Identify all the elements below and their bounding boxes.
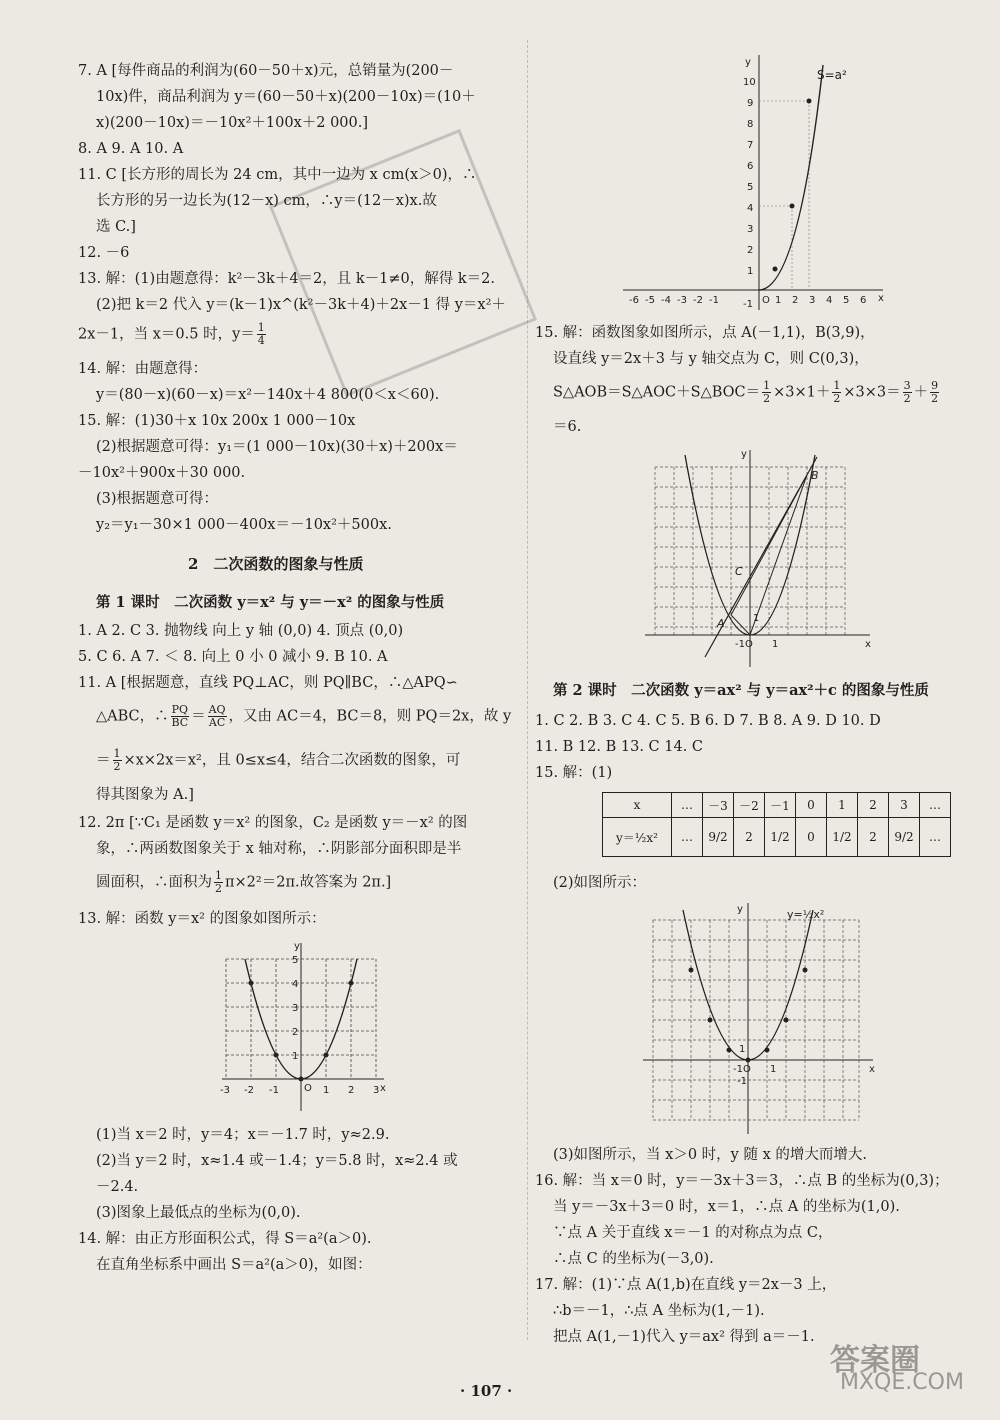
frac-num: 1 [215, 869, 222, 882]
svg-text:5: 5 [843, 295, 850, 306]
frac-half [214, 870, 223, 895]
svg-text:1: 1 [775, 295, 782, 306]
svg-text:3: 3 [747, 224, 754, 235]
svg-text:-5: -5 [645, 295, 655, 306]
frac-num: PQ [171, 703, 189, 716]
svg-text:6: 6 [860, 295, 867, 306]
l1-q11-line-3 [96, 748, 460, 773]
lesson-1-title: 第 1 课时 二次函数 y＝x² 与 y＝－x² 的图象与性质 [96, 594, 445, 611]
l2-q17-line-2: ∴b＝－1，∴点 A 坐标为(1,－1). [553, 1303, 765, 1319]
l2-answers-2: 11. B 12. B 13. C 14. C [535, 739, 704, 755]
l1-q12-line-1: 12. 2π [∵C₁ 是函数 y＝x² 的图象，C₂ 是函数 y＝－x² 的图 [78, 815, 468, 831]
q15-line-1: 15. 解：(1)30＋x 10x 200x 1 000－10x [78, 413, 356, 429]
l2-q16-line-1: 16. 解：当 x＝0 时，y＝－3x＋3＝3，∴点 B 的坐标为(0,3)； [535, 1173, 949, 1189]
table-cell: －3 [703, 793, 734, 818]
l1-answers-2: 5. C 6. A 7. ＜ 8. 向上 0 小 0 减小 9. B 10. A [78, 649, 388, 665]
axis-labels [629, 57, 884, 310]
table-cell: 1/2 [827, 818, 858, 857]
svg-text:-1: -1 [737, 1076, 747, 1087]
axis-labels [220, 941, 386, 1096]
svg-text:x: x [380, 1083, 386, 1094]
frac-den: 2 [833, 392, 841, 405]
frac-den: 2 [903, 392, 911, 405]
svg-text:2: 2 [747, 245, 754, 256]
text: 圆面积，∴面积为 [96, 874, 212, 891]
table-cell: 9/2 [889, 818, 920, 857]
text: ＋ [913, 384, 929, 401]
text: ×x×2x＝x²，且 0≤x≤4，结合二次函数的图象，可 [123, 752, 461, 769]
svg-text:10: 10 [743, 77, 756, 88]
table-row-x [603, 793, 951, 818]
svg-text:y: y [294, 941, 300, 952]
l1-q13-part1: (1)当 x＝2 时，y＝4；x＝－1.7 时，y≈2.9. [96, 1127, 390, 1143]
q11-line-1: 11. C [长方形的周长为 24 cm，其中一边为 x cm(x＞0)，∴ [78, 167, 477, 183]
svg-text:2: 2 [348, 1085, 355, 1096]
segment-ob [750, 475, 807, 635]
svg-text:1: 1 [753, 613, 760, 624]
l1-q11-line-4: 得其图象为 A.] [96, 787, 194, 803]
table-cell: 2 [858, 818, 889, 857]
segment-oa [731, 615, 750, 635]
l1-q13-part3: (3)图象上最低点的坐标为(0,0). [96, 1205, 301, 1221]
frac-aq-ac [208, 704, 227, 729]
label-a: A [717, 617, 725, 630]
parabola-x2-figure [220, 935, 390, 1115]
frac-num: 1 [113, 747, 121, 760]
func-label: S=a² [817, 68, 847, 82]
q13-line-3 [78, 322, 268, 347]
point-labels [716, 469, 819, 630]
abc-figure [645, 445, 885, 670]
table-row-y [603, 818, 951, 857]
svg-text:1: 1 [739, 1044, 746, 1055]
svg-text:4: 4 [292, 979, 299, 990]
text: π×2²＝2π.故答案为 2π.] [225, 874, 392, 891]
svg-text:-4: -4 [661, 295, 671, 306]
q7-line-2: 10x)件，商品利润为 y＝(60－50＋x)(200－10x)＝(10＋ [96, 89, 476, 105]
q14-line-1: 14. 解：由题意得： [78, 361, 208, 377]
svg-text:-1: -1 [269, 1085, 279, 1096]
table-cell: 0 [796, 818, 827, 857]
svg-text:-3: -3 [677, 295, 687, 306]
text: △ABC，∴ [96, 708, 169, 725]
text: ＝ [96, 752, 111, 769]
r-q15-line-4: ＝6. [553, 419, 582, 435]
q15-line-5: y₂＝y₁－30×1 000－400x＝－10x²＋500x. [96, 517, 392, 533]
q7-line-3: x)(200－10x)＝－10x²＋100x＋2 000.] [96, 115, 369, 131]
l1-q11-line-1: 11. A [根据题意，直线 PQ⊥AC，则 PQ∥BC，∴△APQ∽ [78, 675, 458, 691]
frac-num: 1 [257, 321, 265, 334]
text: S△AOB＝S△AOC＋S△BOC＝ [553, 384, 761, 401]
svg-text:4: 4 [747, 203, 754, 214]
l2-answers-1: 1. C 2. B 3. C 4. C 5. B 6. D 7. B 8. A 9. D 10. D [535, 713, 881, 729]
axis-labels [735, 449, 871, 650]
l2-q17-line-1: 17. 解：(1)∵点 A(1,b)在直线 y＝2x－3 上， [535, 1277, 837, 1293]
svg-text:x: x [869, 1064, 875, 1075]
table-cell: 3 [889, 793, 920, 818]
svg-text:y: y [737, 904, 743, 915]
l2-q16-line-2: 当 y＝－3x＋3＝0 时，x＝1，∴点 A 的坐标为(1,0). [553, 1199, 900, 1215]
section-title: 2 二次函数的图象与性质 [188, 555, 364, 573]
q13-fraction [257, 322, 266, 347]
svg-text:4: 4 [826, 295, 833, 306]
text: ×3×1＋ [773, 384, 831, 401]
table-cell: 0 [796, 793, 827, 818]
table-cell: … [672, 818, 703, 857]
svg-text:1: 1 [772, 639, 779, 650]
q13-text: 2x－1，当 x＝0.5 时，y＝ [78, 326, 255, 343]
q15-line-2: (2)根据题意可得：y₁＝(1 000－10x)(30＋x)＋200x＝ [96, 439, 458, 455]
q11-line-2: 长方形的另一边长为(12－x) cm，∴y＝(12－x)x.故 [96, 193, 437, 209]
table-cell: … [920, 793, 951, 818]
r-q15-line-2: 设直线 y＝2x＋3 与 y 轴交点为 C，则 C(0,3)， [553, 351, 869, 367]
q11-line-3: 选 C.] [96, 219, 136, 235]
svg-text:x: x [865, 639, 871, 650]
q14-line-2: y＝(80－x)(60－x)＝x²－140x＋4 800(0＜x＜60). [96, 387, 440, 403]
label-b: B [811, 469, 819, 482]
r-q15-line-3 [553, 380, 941, 405]
svg-text:-1: -1 [709, 295, 719, 306]
svg-text:-2: -2 [693, 295, 703, 306]
q8-line: 8. A 9. A 10. A [78, 141, 184, 157]
q13-line-2: (2)把 k＝2 代入 y＝(k－1)x^(k²－3k＋4)＋2x－1 得 y＝x²＋ [96, 297, 506, 313]
frac-den: 4 [257, 334, 265, 347]
frac-den: AC [208, 716, 226, 729]
svg-text:5: 5 [747, 182, 754, 193]
svg-text:3: 3 [292, 1003, 299, 1014]
watermark-url: MXQE.COM [840, 1370, 964, 1395]
svg-text:5: 5 [292, 955, 299, 966]
q12-line: 12. －6 [78, 245, 130, 261]
label-c: C [735, 565, 743, 578]
svg-text:-1O: -1O [733, 1064, 751, 1075]
frac-num: 1 [833, 379, 841, 392]
table-cell: … [672, 793, 703, 818]
frac [903, 380, 912, 405]
l1-q11-line-2: △ABC，∴ $\frac{PQ}{BC}$ ＝ $\frac{AQ}{AC}$ ，又由 AC＝4，BC＝8，则 PQ＝2x，故 y [96, 703, 512, 729]
grid [653, 920, 859, 1120]
l1-q13-line: 13. 解：函数 y＝x² 的图象如图所示： [78, 911, 326, 927]
guide-lines [759, 101, 809, 290]
l2-q15-line: 15. 解：(1) [535, 765, 613, 781]
svg-text:1: 1 [747, 266, 754, 277]
frac-half [113, 748, 122, 773]
svg-text:3: 3 [373, 1085, 380, 1096]
svg-text:7: 7 [747, 140, 754, 151]
svg-text:2: 2 [792, 295, 799, 306]
l2-q17-line-3: 把点 A(1,－1)代入 y＝ax² 得到 a＝－1. [553, 1329, 815, 1345]
frac-den: 2 [931, 392, 939, 405]
frac-den: 2 [763, 392, 771, 405]
l1-q14-line-1: 14. 解：由正方形面积公式，得 S＝a²(a＞0). [78, 1231, 372, 1247]
frac-num: AQ [208, 703, 226, 716]
table-cell: －1 [765, 793, 796, 818]
svg-text:O: O [304, 1083, 312, 1094]
svg-text:-1: -1 [743, 299, 753, 310]
frac-den: 2 [215, 882, 222, 895]
svg-text:y: y [741, 449, 747, 460]
l1-q14-line-2: 在直角坐标系中画出 S＝a²(a＞0)，如图： [96, 1257, 372, 1273]
frac-den: BC [171, 716, 189, 729]
frac-den: 2 [113, 760, 121, 773]
table-cell: y＝½x² [603, 818, 672, 857]
svg-text:3: 3 [809, 295, 816, 306]
s-a2-figure [623, 45, 903, 315]
l1-answers-1: 1. A 2. C 3. 抛物线 向上 y 轴 (0,0) 4. 顶点 (0,0) [78, 623, 404, 639]
q7-line-1: 7. A [每件商品的利润为(60－50＋x)元，总销量为(200－ [78, 63, 454, 79]
l2-q15-part2: (2)如图所示： [553, 875, 647, 891]
frac [930, 380, 939, 405]
svg-text:1: 1 [292, 1051, 299, 1062]
l2-q15-part3: (3)如图所示，当 x＞0 时，y 随 x 的增大而增大. [553, 1147, 867, 1163]
frac-num: 3 [903, 379, 911, 392]
half-x2-figure [637, 898, 887, 1138]
func-label: y=½x² [787, 908, 825, 921]
l1-q12-line-3 [96, 870, 391, 895]
l2-q16-line-3: ∵点 A 关于直线 x＝－1 的对称点为点 C， [553, 1225, 833, 1241]
page-number: · 107 · [460, 1382, 513, 1400]
column-divider [527, 40, 528, 1340]
table-cell: x [603, 793, 672, 818]
r-q15-line-1: 15. 解：函数图象如图所示，点 A(－1,1)，B(3,9)， [535, 325, 875, 341]
svg-text:-2: -2 [244, 1085, 254, 1096]
svg-text:8: 8 [747, 119, 754, 130]
table-cell: 2 [858, 793, 889, 818]
frac [762, 380, 771, 405]
l1-q12-line-2: 象，∴两函数图象关于 x 轴对称，∴阴影部分面积即是半 [96, 841, 462, 857]
watermark: 答案圈 [830, 1343, 920, 1378]
s-curve [759, 65, 823, 290]
frac-num: 1 [763, 379, 771, 392]
svg-text:-1O: -1O [735, 639, 753, 650]
frac-num: 9 [931, 379, 939, 392]
q15-line-4: (3)根据题意可得： [96, 491, 219, 507]
svg-text:6: 6 [747, 161, 754, 172]
table-cell: 9/2 [703, 818, 734, 857]
q13-line-1: 13. 解：(1)由题意得：k²－3k＋4＝2，且 k－1≠0，解得 k＝2. [78, 271, 495, 287]
svg-text:1: 1 [323, 1085, 330, 1096]
svg-text:9: 9 [747, 98, 754, 109]
lesson-2-title: 第 2 课时 二次函数 y＝ax² 与 y＝ax²＋c 的图象与性质 [553, 682, 929, 699]
l2-q16-line-4: ∴点 C 的坐标为(－3,0). [553, 1251, 714, 1267]
table-cell: 2 [734, 818, 765, 857]
svg-text:O: O [762, 295, 770, 306]
svg-text:1: 1 [770, 1064, 777, 1075]
svg-text:-6: -6 [629, 295, 639, 306]
table-cell: 1/2 [765, 818, 796, 857]
svg-text:y: y [745, 57, 751, 68]
table-cell: 1 [827, 793, 858, 818]
text: ×3×3＝ [843, 384, 901, 401]
svg-text:x: x [878, 293, 884, 304]
svg-text:2: 2 [292, 1027, 299, 1038]
svg-text:-3: -3 [220, 1085, 230, 1096]
l1-q13-part2a: (2)当 y＝2 时，x≈1.4 或－1.4；y＝5.8 时，x≈2.4 或 [96, 1153, 458, 1169]
value-table [602, 792, 951, 857]
frac-pq-bc [171, 704, 189, 729]
frac [832, 380, 841, 405]
table-cell: －2 [734, 793, 765, 818]
l1-q13-part2b: －2.4. [96, 1179, 139, 1195]
table-cell: … [920, 818, 951, 857]
q15-line-3: －10x²＋900x＋30 000. [78, 465, 246, 481]
text: ，又由 AC＝4，BC＝8，则 PQ＝2x，故 y [228, 708, 512, 725]
